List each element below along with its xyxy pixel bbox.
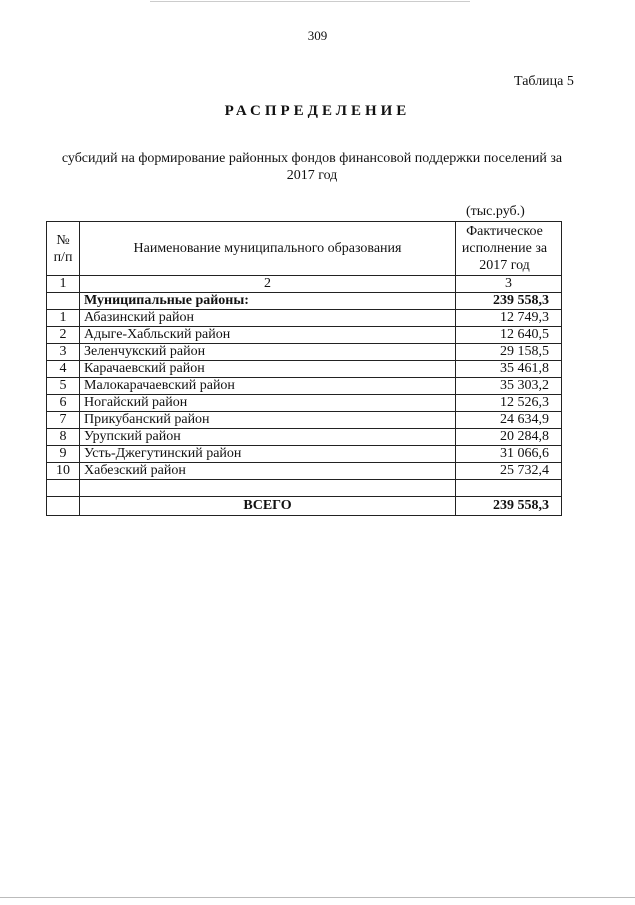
table-row — [47, 463, 562, 480]
blank-cell — [456, 480, 562, 497]
document-subtitle — [38, 150, 586, 184]
index-name: 2 — [80, 276, 456, 293]
row-num: 10 — [47, 463, 80, 480]
header-num: № п/п — [47, 222, 80, 276]
document-title: РАСПРЕДЕЛЕНИЕ — [224, 103, 411, 119]
row-name: Ногайский район — [80, 395, 456, 412]
group-row — [47, 293, 562, 310]
row-name: Карачаевский район — [80, 361, 456, 378]
page-number: 309 — [307, 28, 328, 43]
blank-cell — [80, 480, 456, 497]
table-row — [47, 395, 562, 412]
group-value: 239 558,3 — [456, 293, 562, 310]
row-value: 31 066,6 — [456, 446, 562, 463]
distribution-table — [46, 221, 562, 516]
column-index-row — [47, 276, 562, 293]
table-row — [47, 429, 562, 446]
row-value: 24 634,9 — [456, 412, 562, 429]
header-value: Фактическое исполнение за 2017 год — [456, 222, 562, 276]
row-name: Усть-Джегутинский район — [80, 446, 456, 463]
table-header-row — [47, 222, 562, 276]
group-num — [47, 293, 80, 310]
total-value: 239 558,3 — [456, 497, 562, 516]
row-num: 9 — [47, 446, 80, 463]
row-value: 20 284,8 — [456, 429, 562, 446]
row-value: 12 640,5 — [456, 327, 562, 344]
row-name: Малокарачаевский район — [80, 378, 456, 395]
blank-cell — [47, 480, 80, 497]
subtitle-line-2: 2017 год — [286, 168, 338, 183]
header-name: Наименование муниципального образования — [80, 222, 456, 276]
table-row — [47, 361, 562, 378]
table-row — [47, 344, 562, 361]
row-name: Урупский район — [80, 429, 456, 446]
row-name: Адыге-Хабльский район — [80, 327, 456, 344]
blank-row — [47, 480, 562, 497]
index-num: 1 — [47, 276, 80, 293]
row-value: 35 461,8 — [456, 361, 562, 378]
row-value: 29 158,5 — [456, 344, 562, 361]
table-row — [47, 446, 562, 463]
table-row — [47, 327, 562, 344]
row-value: 25 732,4 — [456, 463, 562, 480]
table-row — [47, 310, 562, 327]
table-label: Таблица 5 — [514, 74, 574, 89]
scan-edge-bottom — [0, 897, 635, 898]
row-value: 12 749,3 — [456, 310, 562, 327]
row-num: 2 — [47, 327, 80, 344]
index-value: 3 — [456, 276, 562, 293]
row-name: Абазинский район — [80, 310, 456, 327]
row-num: 3 — [47, 344, 80, 361]
row-name: Прикубанский район — [80, 412, 456, 429]
row-num: 6 — [47, 395, 80, 412]
row-name: Зеленчукский район — [80, 344, 456, 361]
unit-note: (тыс.руб.) — [466, 204, 525, 219]
row-num: 4 — [47, 361, 80, 378]
subtitle-line-1: субсидий на формирование районных фондов финансовой поддержки поселений за — [61, 151, 563, 166]
total-label: ВСЕГО — [80, 497, 456, 516]
row-num: 8 — [47, 429, 80, 446]
total-num — [47, 497, 80, 516]
row-num: 5 — [47, 378, 80, 395]
scan-edge-top — [150, 1, 470, 2]
table-row — [47, 412, 562, 429]
table-row — [47, 378, 562, 395]
row-num: 7 — [47, 412, 80, 429]
row-num: 1 — [47, 310, 80, 327]
row-name: Хабезский район — [80, 463, 456, 480]
row-value: 35 303,2 — [456, 378, 562, 395]
total-row — [47, 497, 562, 516]
row-value: 12 526,3 — [456, 395, 562, 412]
group-name: Муниципальные районы: — [80, 293, 456, 310]
